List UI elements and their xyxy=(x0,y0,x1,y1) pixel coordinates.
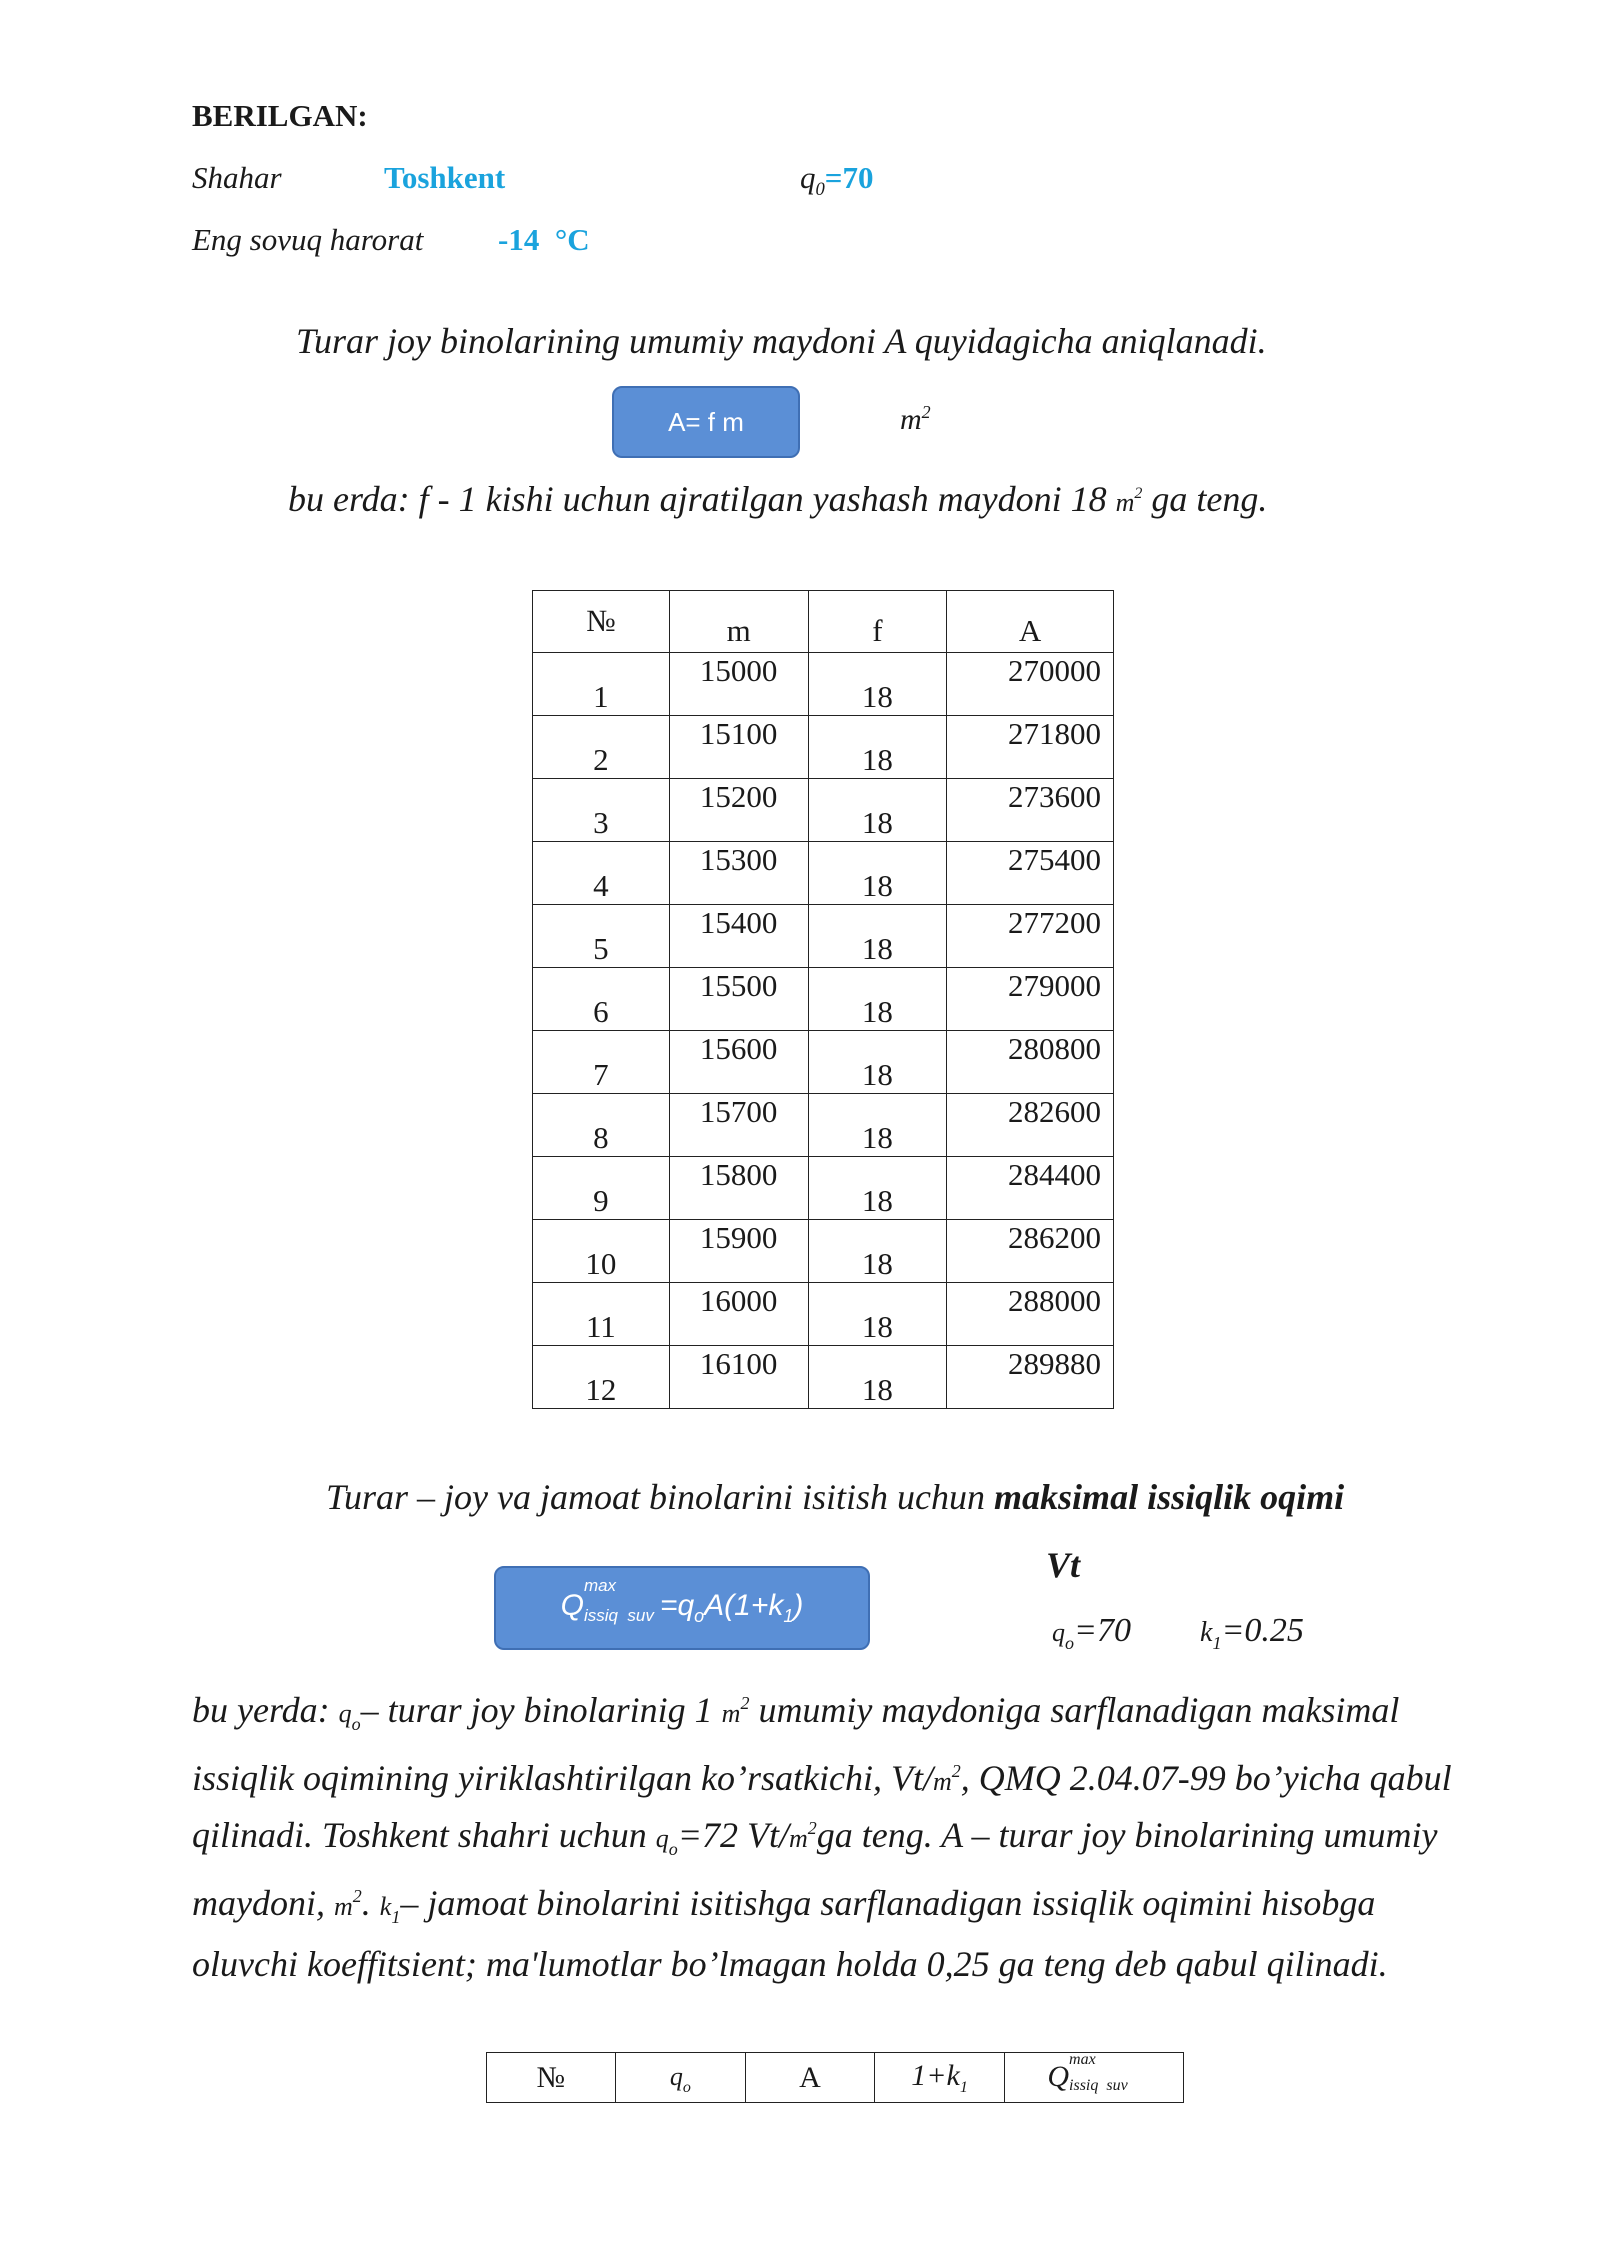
cell-no xyxy=(533,716,670,779)
cell-f-text: 18 xyxy=(861,931,893,966)
cell-no-text: 10 xyxy=(585,1246,617,1281)
k-value xyxy=(1200,1612,1304,1654)
cell-no-text: 7 xyxy=(593,1057,609,1092)
table-row xyxy=(533,779,1114,842)
t2-header-q xyxy=(615,2053,746,2103)
cell-f xyxy=(808,716,947,779)
t2-header-Q xyxy=(1005,2050,1184,2103)
heat-flow-table xyxy=(486,2052,1184,2103)
note-text-after: ga teng. xyxy=(1151,479,1268,519)
cell-m xyxy=(669,1220,808,1283)
cell-A xyxy=(947,779,1114,842)
k-value-number: =0.25 xyxy=(1221,1612,1304,1649)
cell-f-text: 18 xyxy=(861,1057,893,1092)
cell-m xyxy=(669,1283,808,1346)
paragraph-segment: 2 xyxy=(807,1818,817,1839)
table-row xyxy=(533,1346,1114,1409)
cell-f xyxy=(808,1220,947,1283)
cell-A-text: 273600 xyxy=(1008,779,1101,814)
cell-m-text: 16000 xyxy=(699,1283,778,1318)
table-row xyxy=(533,842,1114,905)
cell-A-text: 289880 xyxy=(1008,1346,1101,1381)
cell-A-text: 279000 xyxy=(1008,968,1101,1003)
section2-intro xyxy=(326,1476,1344,1518)
temp-value: -14 °C xyxy=(498,222,590,257)
cell-m xyxy=(669,1157,808,1220)
formula-rhs-rest: A(1+k xyxy=(704,1589,784,1622)
header-cell-f: f xyxy=(808,591,947,653)
formula-rhs: =q xyxy=(659,1589,695,1622)
cell-f-text: 18 xyxy=(861,805,893,840)
cell-f xyxy=(808,1094,947,1157)
cell-f xyxy=(808,842,947,905)
cell-m-text: 15200 xyxy=(699,779,778,814)
cell-f-text: 18 xyxy=(861,1372,893,1407)
paragraph-segment: umumiy maydoniga sarflanadigan maksimal issiqlik oqimining yiriklashtirilgan ko’rsatkichi, Vt/ xyxy=(192,1690,1400,1798)
cell-A xyxy=(947,842,1114,905)
paragraph-segment: m xyxy=(721,1699,741,1728)
cell-A-text: 288000 xyxy=(1008,1283,1101,1318)
city-label: Shahar xyxy=(192,160,282,195)
table-row xyxy=(533,1031,1114,1094)
cell-A xyxy=(947,653,1114,716)
definition-paragraph xyxy=(192,1680,1462,1987)
cell-m xyxy=(669,1031,808,1094)
cell-m-text: 15600 xyxy=(699,1031,778,1066)
cell-f-text: 18 xyxy=(861,994,893,1029)
cell-no-text: 9 xyxy=(593,1183,609,1218)
cell-A xyxy=(947,1031,1114,1094)
cell-no-text: 12 xyxy=(585,1372,617,1407)
cell-A-text: 275400 xyxy=(1008,842,1101,877)
cell-m-text: 15500 xyxy=(699,968,778,1003)
note-text-before: bu erda: f - 1 kishi uchun ajratilgan yashash maydoni 18 xyxy=(288,479,1107,519)
cell-no-text: 5 xyxy=(593,931,609,966)
cell-no xyxy=(533,653,670,716)
k-value-label: k xyxy=(1200,1617,1213,1648)
cell-no-text: 4 xyxy=(593,868,609,903)
cell-A-text: 277200 xyxy=(1008,905,1101,940)
cell-A xyxy=(947,1346,1114,1409)
city-value: Toshkent xyxy=(384,160,506,195)
cell-f-text: 18 xyxy=(861,1120,893,1155)
cell-A-text: 270000 xyxy=(1008,653,1101,688)
area-table-header xyxy=(533,591,1114,653)
q-value-label: q xyxy=(1052,1618,1065,1647)
cell-no-text: 8 xyxy=(593,1120,609,1155)
cell-no-text: 6 xyxy=(593,994,609,1029)
section1-intro: Turar joy binolarining umumiy maydoni A quyidagicha aniqlanadi. xyxy=(296,321,1267,361)
paragraph-segment: 1 xyxy=(391,1907,401,1928)
t2-header-k-sub: 1 xyxy=(959,2078,968,2096)
cell-A-text: 282600 xyxy=(1008,1094,1101,1129)
cell-no xyxy=(533,968,670,1031)
cell-A xyxy=(947,1220,1114,1283)
cell-f-text: 18 xyxy=(861,742,893,777)
q-value-number: =70 xyxy=(1074,1612,1131,1649)
paragraph-segment: – turar joy binolarinig 1 xyxy=(360,1690,722,1730)
formula-sup: max xyxy=(583,1576,617,1596)
cell-no xyxy=(533,1094,670,1157)
temp-label: Eng sovuq harorat xyxy=(192,222,424,257)
cell-f xyxy=(808,779,947,842)
cell-A-text: 286200 xyxy=(1008,1220,1101,1255)
cell-no-text: 11 xyxy=(585,1309,616,1344)
note-unit: m xyxy=(1115,488,1135,517)
paragraph-segment: – jamoat binolarini isitishga sarflanadigan issiqlik oqimini hisobga oluvchi koeffitsient; ma'lumotlar bo’lmagan holda 0,25 ga teng deb qabul qilinadi. xyxy=(192,1882,1388,1984)
heat-flow-table-header xyxy=(487,2053,1184,2103)
area-table xyxy=(532,590,1114,1409)
cell-m xyxy=(669,779,808,842)
formula-sub: issiq suv xyxy=(583,1606,654,1626)
heat-flow-formula xyxy=(560,1576,804,1627)
cell-f xyxy=(808,1283,947,1346)
paragraph-segment: ga teng. A – turar joy binolarining umumiy maydoni, xyxy=(192,1815,1438,1923)
area-formula-box xyxy=(612,386,800,458)
q0-sub: 0 xyxy=(815,179,825,201)
cell-m xyxy=(669,1346,808,1409)
paragraph-segment: 2 xyxy=(951,1760,961,1781)
table-row xyxy=(533,1094,1114,1157)
cell-f-text: 18 xyxy=(861,1246,893,1281)
cell-m-text: 15000 xyxy=(699,653,778,688)
table-row xyxy=(533,968,1114,1031)
paragraph-segment: o xyxy=(351,1714,361,1735)
heat-flow-formula-box xyxy=(494,1566,870,1650)
t2-header-no: № xyxy=(487,2053,616,2103)
cell-A-text: 284400 xyxy=(1008,1157,1101,1192)
cell-no xyxy=(533,1031,670,1094)
t2-header-Q-sup: max xyxy=(1069,2050,1096,2068)
cell-f xyxy=(808,905,947,968)
t2-header-A: A xyxy=(746,2053,875,2103)
paragraph-segment: , QMQ 2.04.07-99 bo’yicha qabul qilinadi. Toshkent shahri uchun xyxy=(192,1757,1452,1856)
cell-m-text: 15300 xyxy=(699,842,778,877)
table-row xyxy=(533,1283,1114,1346)
cell-f-text: 18 xyxy=(861,1309,893,1344)
paragraph-segment: 2 xyxy=(740,1693,750,1713)
cell-m xyxy=(669,716,808,779)
table-row xyxy=(533,1157,1114,1220)
q-value-sub: o xyxy=(1065,1632,1074,1653)
cell-f xyxy=(808,1346,947,1409)
cell-no-text: 1 xyxy=(593,679,609,714)
cell-m-text: 16100 xyxy=(699,1346,778,1381)
cell-A xyxy=(947,716,1114,779)
cell-A xyxy=(947,968,1114,1031)
cell-A-text: 271800 xyxy=(1008,716,1101,751)
cell-f-text: 18 xyxy=(861,868,893,903)
k-value-sub: 1 xyxy=(1212,1632,1222,1653)
cell-A xyxy=(947,1157,1114,1220)
t2-header-Q-label: Q xyxy=(1047,2060,1070,2094)
paragraph-segment: m xyxy=(789,1824,808,1854)
formula-Q: Q xyxy=(560,1589,584,1622)
t2-header-q-label: q xyxy=(669,2061,683,2091)
cell-f xyxy=(808,1031,947,1094)
cell-f-text: 18 xyxy=(861,1183,893,1218)
t2-header-Q-sub: issiq suv xyxy=(1069,2076,1128,2094)
section2-unit: Vt xyxy=(1046,1545,1081,1585)
section2-intro-bold: maksimal issiqlik oqimi xyxy=(994,1477,1345,1517)
cell-f xyxy=(808,1157,947,1220)
paragraph-segment: =72 Vt/ xyxy=(677,1815,789,1856)
paragraph-segment: q xyxy=(338,1699,352,1728)
cell-no xyxy=(533,1346,670,1409)
cell-no xyxy=(533,842,670,905)
cell-m xyxy=(669,842,808,905)
header-cell-A: A xyxy=(947,591,1114,653)
q0-given xyxy=(800,160,873,201)
area-unit xyxy=(900,402,931,437)
cell-A xyxy=(947,1283,1114,1346)
cell-no xyxy=(533,779,670,842)
section2-intro-normal: Turar – joy va jamoat binolarini isitish uchun xyxy=(326,1477,995,1517)
cell-m xyxy=(669,1094,808,1157)
q-value xyxy=(1052,1612,1131,1654)
table-row xyxy=(533,905,1114,968)
cell-f xyxy=(808,968,947,1031)
paragraph-segment: m xyxy=(333,1891,353,1921)
area-unit-sup: 2 xyxy=(921,402,931,422)
paragraph-segment: m xyxy=(932,1766,952,1796)
section1-note xyxy=(288,478,1267,520)
formula-k-sub: 1 xyxy=(783,1606,794,1626)
cell-f-text: 18 xyxy=(861,679,893,714)
cell-m-text: 15900 xyxy=(699,1220,778,1255)
table-row xyxy=(533,1220,1114,1283)
paragraph-segment: bu yerda: xyxy=(192,1690,339,1730)
area-formula: A= f m xyxy=(668,406,744,437)
cell-no xyxy=(533,905,670,968)
paragraph-segment: 2 xyxy=(352,1885,362,1906)
cell-m xyxy=(669,653,808,716)
cell-no xyxy=(533,1220,670,1283)
table-row xyxy=(533,653,1114,716)
page-heading: BERILGAN: xyxy=(192,98,368,133)
area-table-body xyxy=(533,653,1114,1409)
paragraph-segment: k xyxy=(379,1891,392,1921)
cell-no-text: 3 xyxy=(593,805,609,840)
t2-header-q-sub: o xyxy=(682,2078,691,2096)
paragraph-segment: o xyxy=(668,1839,678,1860)
formula-rhs-sub: o xyxy=(694,1606,705,1626)
formula-close: ) xyxy=(793,1589,804,1622)
t2-header-k xyxy=(874,2053,1005,2103)
cell-no xyxy=(533,1283,670,1346)
table-row xyxy=(533,716,1114,779)
cell-no xyxy=(533,1157,670,1220)
cell-m xyxy=(669,968,808,1031)
cell-m-text: 15800 xyxy=(699,1157,778,1192)
cell-f xyxy=(808,653,947,716)
cell-m xyxy=(669,905,808,968)
paragraph-segment: q xyxy=(655,1824,669,1854)
cell-A-text: 280800 xyxy=(1008,1031,1101,1066)
t2-header-k-label: 1+k xyxy=(911,2058,960,2092)
cell-no-text: 2 xyxy=(593,742,609,777)
q0-label: q xyxy=(800,160,816,195)
cell-m-text: 15700 xyxy=(699,1094,778,1129)
header-cell-m: m xyxy=(669,591,808,653)
cell-m-text: 15100 xyxy=(699,716,778,751)
paragraph-segment: . xyxy=(361,1882,380,1923)
cell-A xyxy=(947,905,1114,968)
area-unit-base: m xyxy=(900,403,922,436)
header-cell-no: № xyxy=(533,591,670,653)
cell-A xyxy=(947,1094,1114,1157)
cell-m-text: 15400 xyxy=(699,905,778,940)
q0-value: =70 xyxy=(824,160,874,195)
note-unit-sup: 2 xyxy=(1134,485,1143,502)
